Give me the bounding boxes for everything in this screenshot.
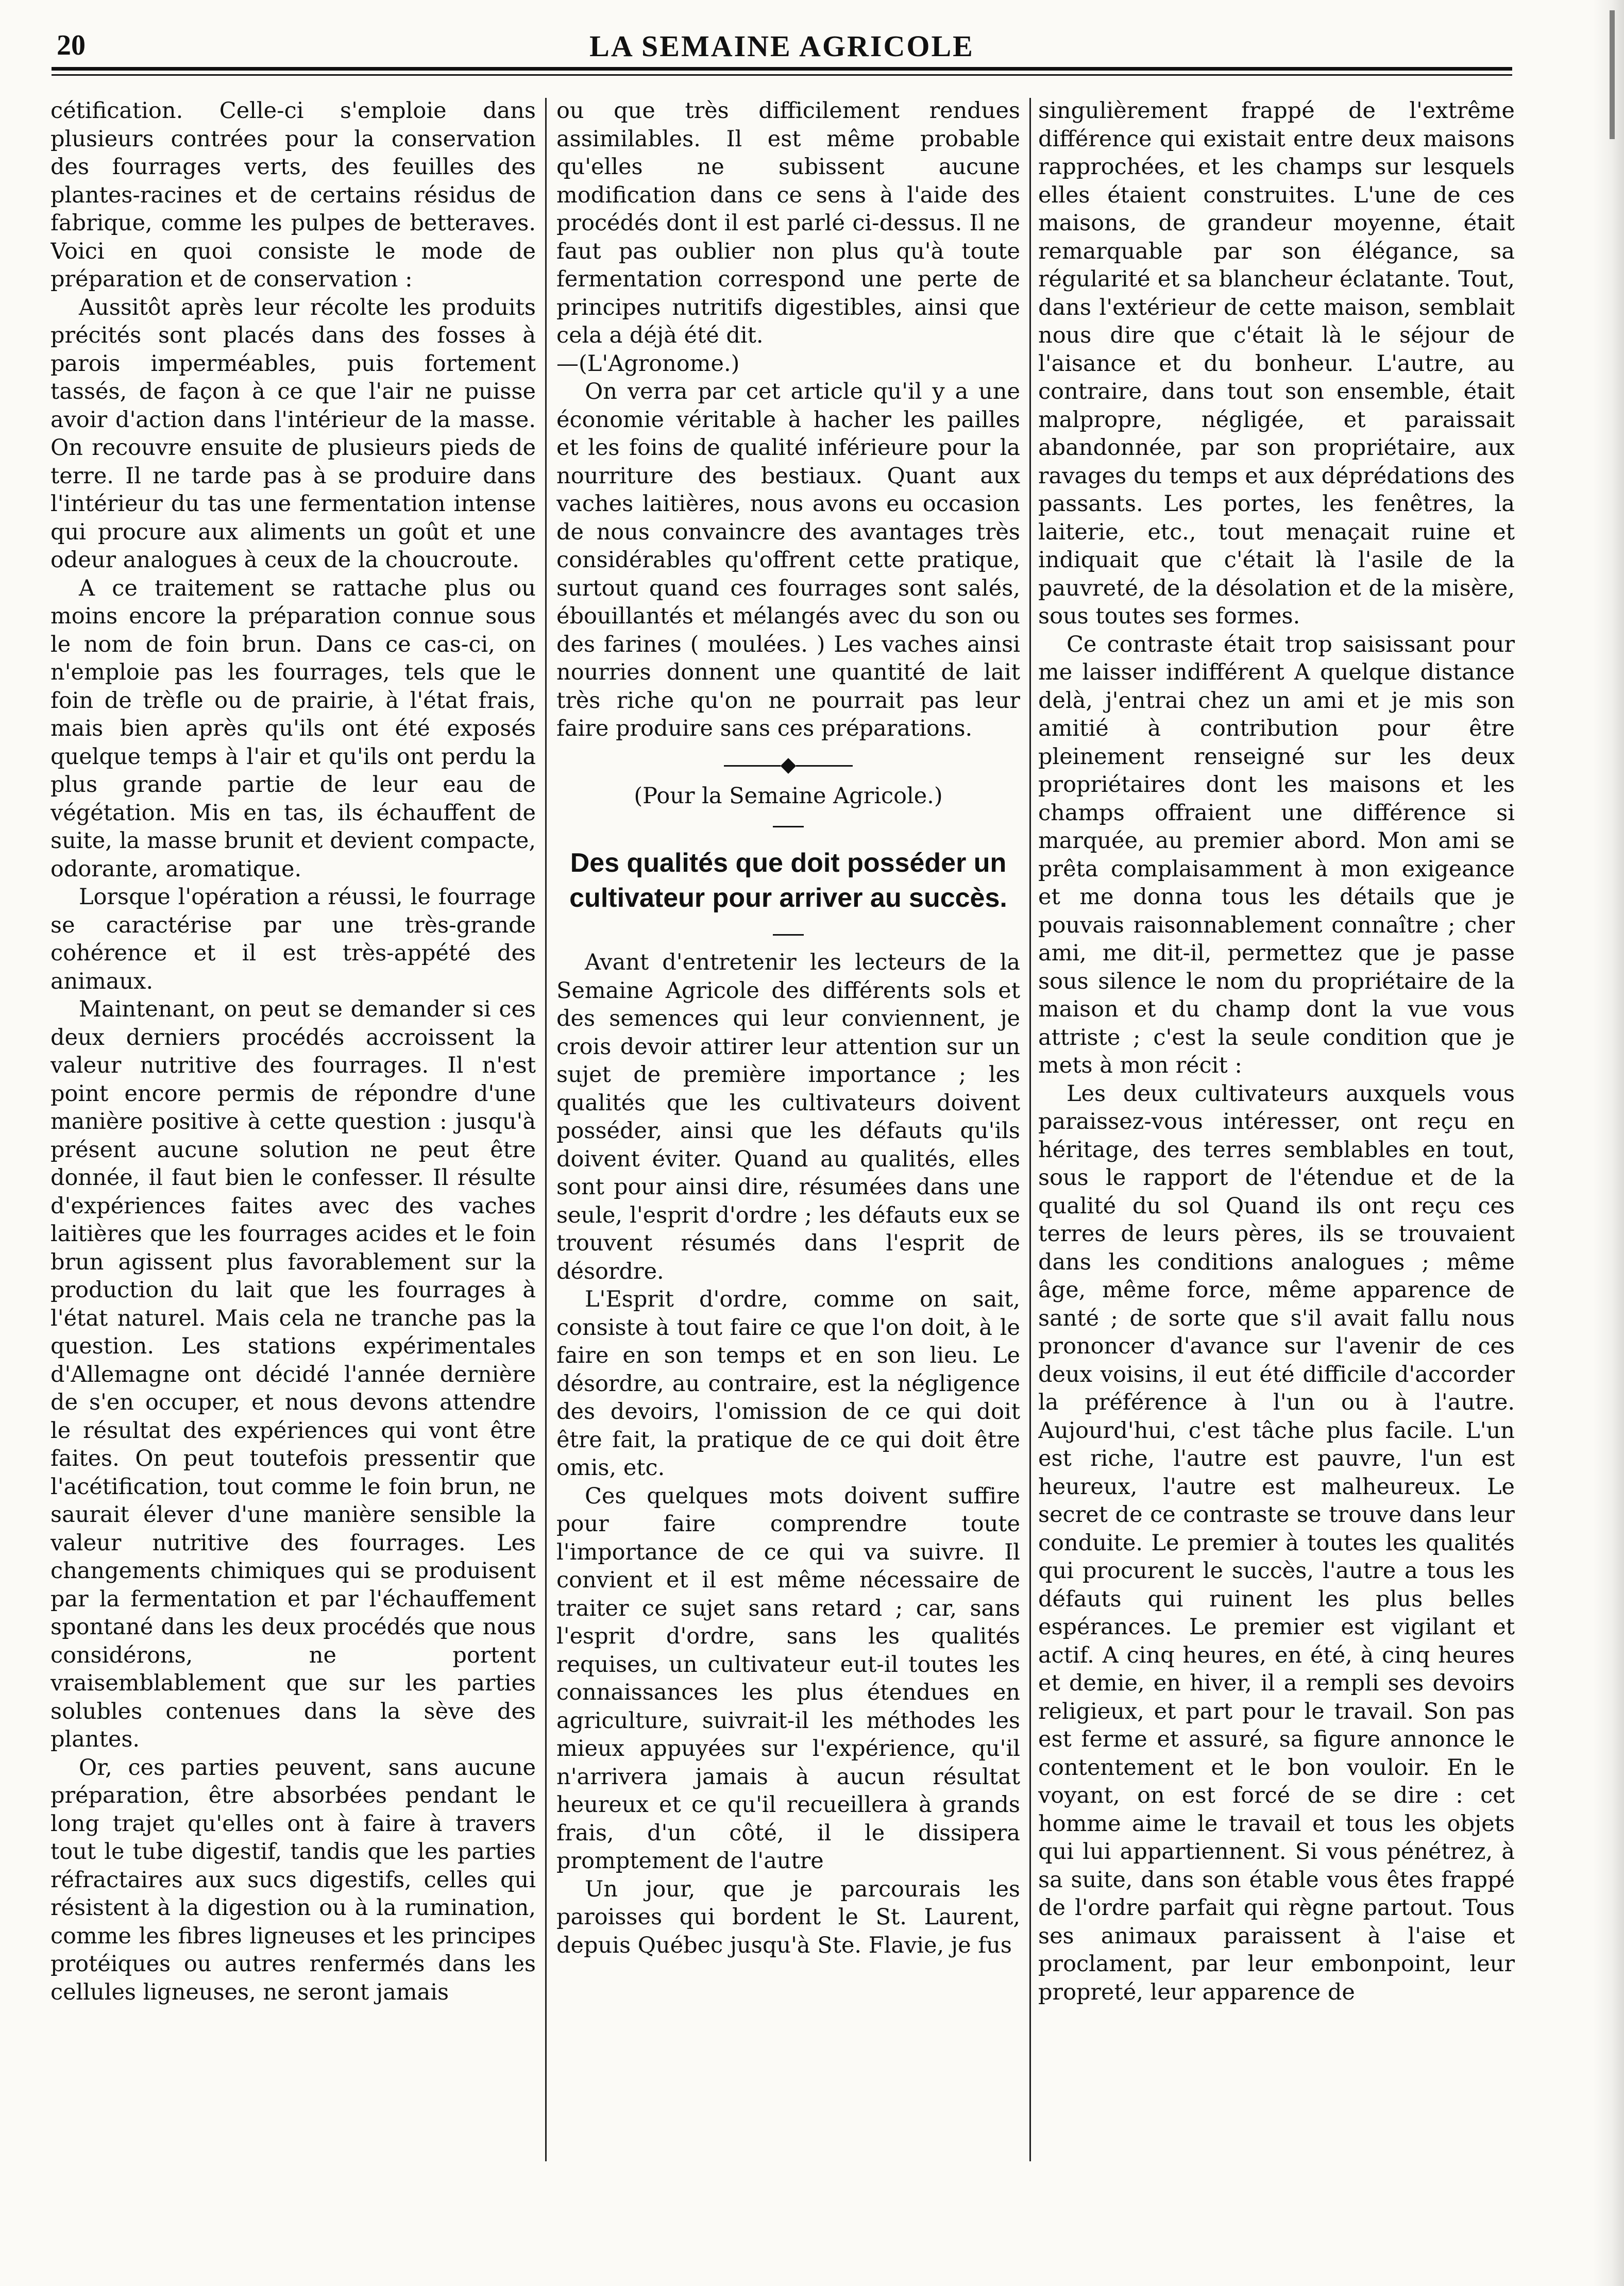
paragraph: ou que très difficilement rendues assimilables. Il est même probable qu'elles ne subissent aucune modification dans ce sens à l'aide des procédés dont il est parlé ci-dessus. Il ne faut pas oublier non plus qu'à toute fermentation correspond une perte de principes nutritifs digestibles, ainsi que cela a déjà été dit. bbox=[556, 98, 1020, 348]
paragraph: Un jour, que je parcourais les paroisses qui bordent le St. Laurent, depuis Québec jusqu'à Ste. Flavie, je fus bbox=[556, 1876, 1020, 1958]
binding-mark bbox=[1610, 10, 1615, 139]
text-column-1 bbox=[50, 97, 536, 2168]
paragraph: singulièrement frappé de l'extrême différence qui existait entre deux maisons rapprochées, et les champs sur lesquels elles étaient construites. L'une de ces maisons, de grandeur moyenne, était remarquable par son élégance, sa régularité et sa blancheur éclatante. Tout, dans l'extérieur de cette maison, semblait nous dire que c'était là le séjour de l'aisance et du bonheur. L'autre, au contraire, dans tout son ensemble, était malpropre, négligée, et paraissait abandonnée, par son propriétaire, aux ravages du temps et aux déprédations des passants. Les portes, les fenêtres, la laiterie, etc., tout menaçait ruine et indiquait que c'était là l'asile de la pauvreté, de la désolation et de la misère, sous toutes ses formes. bbox=[1038, 98, 1515, 629]
text-column-2 bbox=[556, 97, 1020, 2168]
header-rule-thin bbox=[52, 74, 1512, 76]
column-divider-2 bbox=[1029, 98, 1031, 2161]
source-citation: —(L'Agronome.) bbox=[556, 350, 740, 377]
section-divider bbox=[556, 754, 1020, 775]
byline: (Pour la Semaine Agricole.) bbox=[634, 783, 943, 809]
paragraph: Les deux cultivateurs auxquels vous paraissez-vous intéresser, ont reçu en héritage, des terres semblables en tout, sous le rapport de l'étendue et de la qualité du sol Quand ils ont reçu ces terres de leurs pères, ils se trouvaient dans les conditions analogues ; même âge, même force, même apparence de santé ; de sorte que s'il avait fallu nous prononcer d'avance sur l'avenir de ces deux voisins, il eut été difficile d'accorder la préférence à l'un ou à l'autre. Aujourd'hui, c'est tâche plus facile. L'un est riche, l'autre est pauvre, l'un est heureux, l'autre est malheureux. Le secret de ce contraste se trouve dans leur conduite. Le premier à toutes les qualités qui procurent le succès, l'autre a tous les défauts qui ruinent les plus belles espérances. Le premier est vigilant et actif. A cinq heures, en été, à cinq heures et demie, en hiver, il a rempli ses devoirs religieux, et part pour le travail. Son pas est ferme et assuré, sa figure annonce le contentement et le bon vouloir. En le voyant, on est forcé de se dire : cet homme aime le travail et tous les objets qui lui appartiennent. Si vous pénétrez, à sa suite, dans son étable vous êtes frappé de l'ordre parfait qui règne partout. Tous ses animaux paraissent à l'aise et proclament, par leur embonpoint, leur propreté, leur apparence de bbox=[1038, 1080, 1515, 2005]
paragraph: Lorsque l'opération a réussi, le fourrage se caractérise par une très-grande cohérence et il est très-appété des animaux. bbox=[50, 884, 536, 994]
page-number: 20 bbox=[57, 29, 86, 61]
divider-ornament: ◆ bbox=[780, 752, 797, 776]
paragraph: Or, ces parties peuvent, sans aucune préparation, être absorbées pendant le long trajet qu'elles ont à faire à travers tout le tube digestif, tandis que les parties réfractaires aux sucs digestifs, celles qui résistent à la digestion ou à la rumination, comme les fibres ligneuses et les principes protéiques ou autres renfermés dans les cellules ligneuses, ne seront jamais bbox=[50, 1754, 536, 2005]
paragraph: Avant d'entretenir les lecteurs de la Semaine Agricole des différents sols et des semences qui leur conviennent, je crois devoir attirer leur attention sur un sujet de première importance ; les qualités que les cultivateurs doivent posséder, ainsi que les défauts qu'ils doivent éviter. Quand au qualités, elles sont pour ainsi dire, résumées dans une seule, l'esprit d'ordre ; les défauts eux se trouvent résumés dans l'esprit de désordre. bbox=[556, 950, 1020, 1284]
page-header bbox=[52, 25, 1512, 71]
paragraph: Aussitôt après leur récolte les produits précités sont placés dans des fosses à parois imperméables, puis fortement tassés, de façon à ce que l'air ne puisse avoir d'action dans l'intérieur de la masse. On recouvre ensuite de plusieurs pieds de terre. Il ne tarde pas à se produire dans l'intérieur du tas une fermentation intense qui procure aux aliments un goût et une odeur analogues à ceux de la choucroute. bbox=[50, 294, 536, 573]
paragraph: A ce traitement se rattache plus ou moins encore la préparation connue sous le nom de foin brun. Dans ce cas-ci, on n'emploie pas les fourrages, tels que le foin de trèfle ou de prairie, à l'état frais, mais bien après qu'ils ont été exposés quelque temps à l'air et qu'ils ont perdu la plus grande partie de leur eau de végétation. Mis en tas, ils échauffent de suite, la masse brunit et devient compacte, odorante, aromatique. bbox=[50, 575, 536, 882]
paragraph: Ce contraste était trop saisissant pour me laisser indifférent A quelque distance delà, j'entrai chez un ami et je mis son amitié à contribution pour être pleinement renseigné sur les deux propriétaires dont les maisons et les champs offraient une différence si marquée, au premier abord. Mon ami se prêta complaisamment à mon exigeance et me donna tous les détails que je pouvais raisonnablement connaître ; cher ami, me dit-il, permettez que je passe sous silence le nom du propriétaire de la maison et du champ dont la vue vous attriste ; c'est la seule condition que je mets à mon récit : bbox=[1038, 631, 1515, 1078]
short-rule bbox=[556, 811, 1020, 839]
paragraph: cétification. Celle-ci s'emploie dans plusieurs contrées pour la conservation des fourrages verts, des feuilles des plantes-racines et de certains résidus de fabrique, comme les pulpes de betteraves. Voici en quoi consiste le mode de préparation et de conservation : bbox=[50, 98, 536, 292]
paragraph: Ces quelques mots doivent suffire pour faire comprendre toute l'importance de ce qui va suivre. Il convient et il est même nécessaire de traiter ce sujet sans retard ; car, sans l'esprit d'ordre, sans les qualités requises, un cultivateur eut-il toutes les connaissances les plus étendues en agriculture, suivrait-il les méthodes les mieux appuyées sur l'expérience, qu'il n'arrivera jamais à aucun résultat heureux et ce qu'il recueillera à grands frais, d'un côté, il le dissipera promptement de l'autre bbox=[556, 1483, 1020, 1874]
paragraph: Maintenant, on peut se demander si ces deux derniers procédés accroissent la valeur nutritive des fourrages. Il n'est point encore permis de répondre d'une manière positive à cette question : jusqu'à présent aucune solution ne peut être donnée, il faut bien le confesser. Il résulte d'expériences faites avec des vaches laitières que les fourrages acides et le foin brun agissent plus favorablement sur la production du lait que les fourrages à l'état naturel. Mais cela ne tranche pas la question. Les stations expérimentales d'Allemagne ont décidé l'année dernière de s'en occuper, et nous devons attendre le résultat des expériences qui vont être faites. On peut toutefois pressentir que l'acétification, tout comme le foin brun, ne saurait élever d'une manière sensible la valeur nutritive des fourrages. Les changements chimiques qui se produisent par la fermentation et par l'échauffement spontané dans les deux procédés que nous considérons, ne portent vraisemblablement que sur les parties solubles contenues dans la sève des plantes. bbox=[50, 996, 536, 1752]
text-column-3 bbox=[1038, 97, 1515, 2168]
masthead-title: LA SEMAINE AGRICOLE bbox=[589, 29, 974, 63]
short-rule bbox=[556, 920, 1020, 948]
paragraph: On verra par cet article qu'il y a une économie véritable à hacher les pailles et les foins de qualité inférieure pour la nourriture des bestiaux. Quant aux vaches laitières, nous avons eu occasion de nous convaincre des avantages très considérables qu'offrent cette pratique, surtout quand ces fourrages sont salés, ébouillantés et mélangés avec du son ou des farines ( moulées. ) Les vaches ainsi nourries donnent une quantité de lait très riche qu'on ne pourrait pas leur faire produire sans ces préparations. bbox=[556, 379, 1020, 741]
article-title: Des qualités que doit posséder un cultivateur pour arriver au succès. bbox=[569, 848, 1007, 913]
header-rule-thick bbox=[52, 67, 1512, 71]
column-divider-1 bbox=[545, 98, 547, 2161]
paragraph: L'Esprit d'ordre, comme on sait, consiste à tout faire ce que l'on doit, à le faire en son temps et en son lieu. Le désordre, au contraire, est la négligence des devoirs, l'omission de ce qui doit être fait, la pratique de ce qui doit être omis, etc. bbox=[556, 1286, 1020, 1481]
page-edge-shadow bbox=[1593, 0, 1624, 2286]
